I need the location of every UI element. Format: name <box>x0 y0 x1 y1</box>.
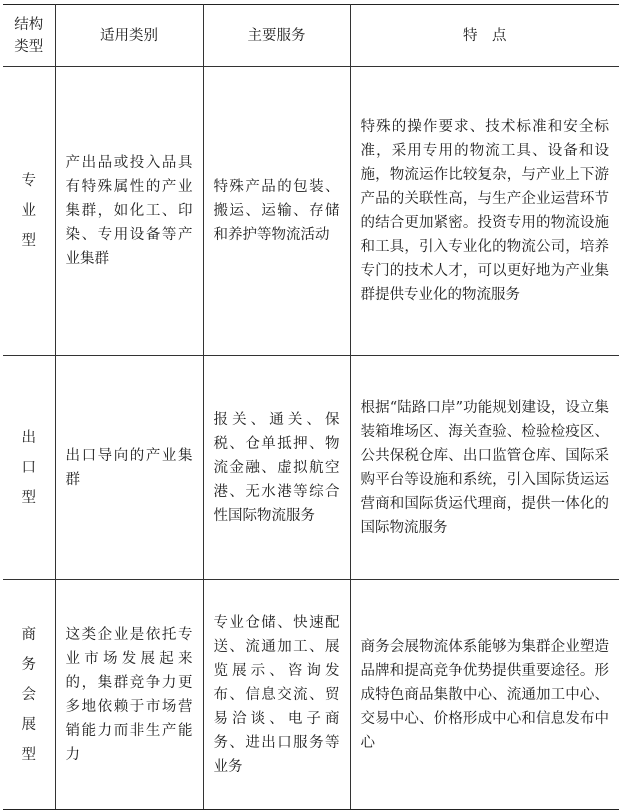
row-features-text: 商务会展物流体系能够为集群企业塑造品牌和提高竞争优势提供重要途径。形成特色商品集散中心、流通加工中心、交易中心、价格形成中心和信息发布中心 <box>360 638 609 751</box>
row-type-char: 出 <box>21 429 36 446</box>
table-row <box>3 356 619 580</box>
row-category-text: 这类企业是依托专业市场发展起来的，集群竞争力更多地依赖于市场营销能力而非生产能力 <box>65 626 193 763</box>
row-services-cell <box>203 67 350 356</box>
row-features-text: 根据“陆路口岸”功能规划建设，设立集装箱堆场区、海关查验、检验检疫区、公共保税仓库、出口监管仓库、国际采购平台等设施和系统，引入国际货运运营商和国际货运代理商，提供一体化的国际物流服务 <box>360 399 609 536</box>
header-structure-type-line2: 类型 <box>14 38 44 55</box>
row-services-cell <box>203 356 350 580</box>
row-category-cell <box>55 580 203 810</box>
row-features-cell <box>350 356 619 580</box>
row-type-char: 型 <box>21 746 36 763</box>
row-type-char: 型 <box>21 489 36 506</box>
row-type-char: 业 <box>21 203 36 219</box>
row-type-char: 务 <box>21 656 36 673</box>
row-services-text: 报关、通关、保税、仓单抵押、物流金融、虚拟航空港、无水港等综合性国际物流服务 <box>213 411 340 524</box>
header-structure-type-line1: 结构 <box>14 16 44 33</box>
row-features-cell <box>350 67 619 356</box>
row-type-cell <box>3 580 55 810</box>
row-type-char: 展 <box>21 716 36 733</box>
row-type-char: 口 <box>21 459 36 476</box>
row-type-char: 商 <box>21 626 36 643</box>
header-structure-type <box>3 5 55 67</box>
table-row <box>3 67 619 356</box>
row-services-text: 特殊产品的包装、搬运、运输、存储和养护等物流活动 <box>213 179 340 243</box>
row-type-char: 会 <box>21 686 36 703</box>
header-applicable-category: 适用类别 <box>55 5 203 67</box>
row-services-text: 专业仓储、快速配送、流通加工、展览展示、咨询发布、信息交流、贸易洽谈、电子商务、进出口服务等业务 <box>213 614 340 775</box>
row-category-text: 产出品或投入品具有特殊属性的产业集群，如化工、印染、专用设备等产业集群 <box>65 155 193 267</box>
row-category-cell <box>55 356 203 580</box>
row-category-cell <box>55 67 203 356</box>
header-features: 特 点 <box>350 5 619 67</box>
table-row <box>3 580 619 810</box>
row-type-cell <box>3 67 55 356</box>
header-main-services: 主要服务 <box>203 5 350 67</box>
row-features-cell <box>350 580 619 810</box>
row-features-text: 特殊的操作要求、技术标准和安全标准，采用专用的物流工具、设备和设施，物流运作比较复杂，与产业上下游产品的关联性高，与生产企业运营环节的结合更加紧密。投资专用的物流设施和工具，引入专业化的物流公司，培养专门的技术人才，可以更好地为产业集群提供专业化的物流服务 <box>360 119 609 303</box>
row-services-cell <box>203 580 350 810</box>
row-category-text: 出口导向的产业集群 <box>65 447 193 488</box>
logistics-structure-table <box>3 4 619 810</box>
row-type-char: 专 <box>21 173 36 189</box>
row-type-char: 型 <box>21 233 36 249</box>
table-header-row <box>3 5 619 67</box>
row-type-cell <box>3 356 55 580</box>
